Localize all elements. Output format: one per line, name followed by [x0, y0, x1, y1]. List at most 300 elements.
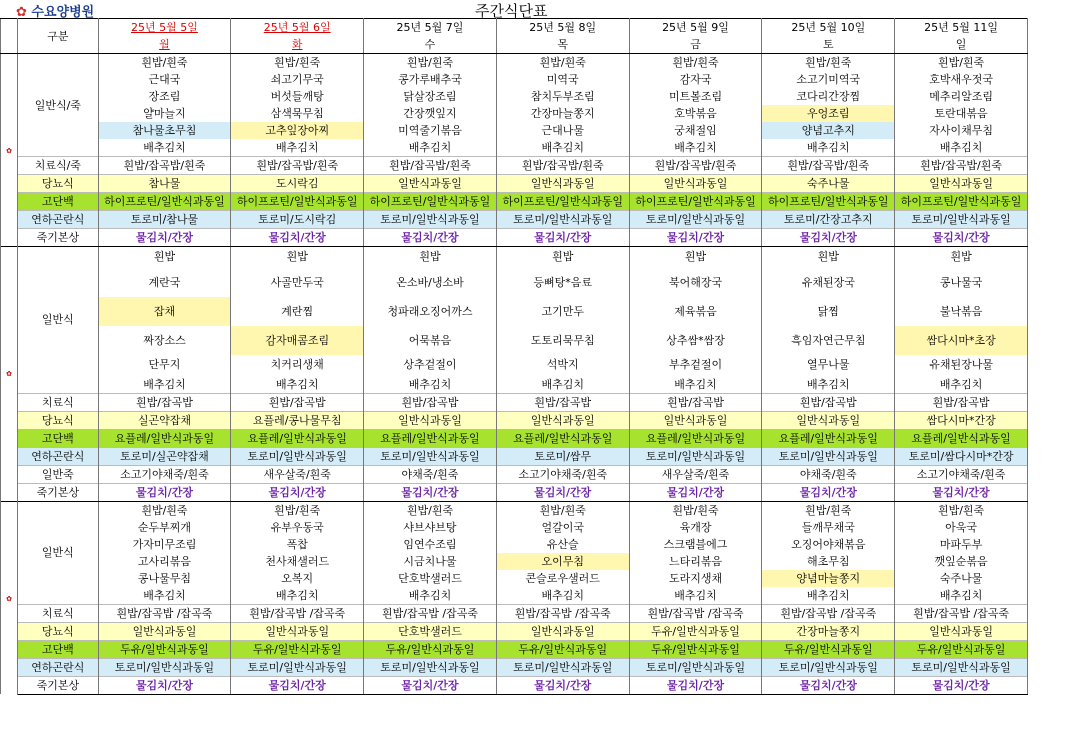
day-of-week: 금: [690, 38, 701, 51]
menu-item: 흰밥/잡곡밥: [895, 393, 1028, 411]
menu-item: 흰밥/잡곡밥: [629, 393, 762, 411]
day-date: 25년 5월 11일: [924, 21, 999, 34]
menu-item: 양념마늘쫑지: [762, 570, 895, 587]
menu-item: 콩나물국: [895, 268, 1028, 297]
menu-item: 토로미/일반식과동일: [364, 447, 497, 465]
breakfast-general-row: [1, 88, 1028, 105]
day-of-week: 월: [159, 38, 170, 51]
menu-item: 물김치/간장: [895, 483, 1028, 501]
menu-item: 유채된장국: [762, 268, 895, 297]
menu-item: 토로미/일반식과동일: [364, 211, 497, 229]
menu-item: 요플레/일반식과동일: [364, 429, 497, 447]
menu-item: 흰밥/잡곡밥/흰죽: [364, 157, 497, 175]
dinner-general-row: [1, 587, 1028, 605]
day-of-week: 화: [291, 38, 303, 51]
dinner-base-row: [1, 676, 1028, 694]
menu-item: 참치두부조림: [496, 88, 629, 105]
menu-item: 간장마늘쫑지: [762, 622, 895, 640]
day-of-week: 수: [424, 38, 436, 51]
menu-item: 흰밥/잡곡밥/흰죽: [98, 157, 231, 175]
menu-item: 일반식과동일: [629, 175, 762, 193]
header-row: [1, 19, 1028, 54]
menu-item: 계란국: [98, 268, 231, 297]
lunch-general-label: 일반식: [18, 247, 98, 394]
menu-item: 고사리볶음: [98, 553, 231, 570]
dinner-general-row: [1, 519, 1028, 536]
menu-item: 배추김치: [231, 587, 364, 605]
menu-item: 흰밥/흰죽: [762, 501, 895, 519]
dinner-therapy-label: 치료식: [18, 604, 98, 622]
dinner-therapy-row: [1, 604, 1028, 622]
menu-item: 요플레/일반식과동일: [98, 429, 231, 447]
menu-item: 배추김치: [231, 376, 364, 394]
lunch-soft-row: [1, 447, 1028, 465]
menu-item: 배추김치: [364, 376, 497, 394]
menu-item: 새우살죽/흰죽: [629, 465, 762, 483]
day-header: [762, 19, 895, 54]
menu-item: 배추김치: [364, 139, 497, 157]
menu-item: 요플레/일반식과동일: [231, 429, 364, 447]
lunch-general-row: [1, 297, 1028, 326]
menu-item: 배추김치: [762, 376, 895, 394]
lunch-protein-label: 고단백: [18, 429, 98, 447]
menu-item: 흰밥/잡곡밥: [231, 393, 364, 411]
lunch-general-row: [1, 355, 1028, 376]
menu-item: 두유/일반식과동일: [496, 640, 629, 658]
menu-item: 물김치/간장: [98, 676, 231, 694]
menu-item: 짜장소스: [98, 326, 231, 355]
menu-item: 닭찜: [762, 297, 895, 326]
menu-item: 어묵볶음: [364, 326, 497, 355]
day-of-week: 일: [955, 38, 967, 51]
menu-item: 청파래오징어까스: [364, 297, 497, 326]
dinner-general-row: [1, 536, 1028, 553]
lunch-base-label: 죽기본상: [18, 483, 98, 501]
dinner-meal-label: [1, 501, 18, 694]
menu-item: 잡채: [98, 297, 231, 326]
menu-item: 자사이채무침: [895, 122, 1028, 139]
menu-item: 흰밥/잡곡밥 /잡곡죽: [364, 604, 497, 622]
menu-item: 흰밥/잡곡밥: [496, 393, 629, 411]
breakfast-therapy-row: [1, 157, 1028, 175]
dinner-diabetic-label: 당뇨식: [18, 622, 98, 640]
menu-item: 참나물: [98, 175, 231, 193]
menu-item: 스크램블에그: [629, 536, 762, 553]
menu-item: 토로미/일반식과동일: [762, 447, 895, 465]
menu-item: 하이프로틴/일반식과동일: [496, 193, 629, 211]
logo-mark-icon: ✿: [16, 5, 32, 20]
menu-item: 도라지생채: [629, 570, 762, 587]
menu-item: 두유/일반식과동일: [98, 640, 231, 658]
menu-item: 실곤약잡채: [98, 411, 231, 429]
menu-item: 일반식과동일: [496, 411, 629, 429]
hospital-name: 수요양병원: [31, 5, 95, 20]
menu-item: 배추김치: [629, 376, 762, 394]
menu-item: 물김치/간장: [496, 483, 629, 501]
menu-item: 일반식과동일: [629, 411, 762, 429]
menu-item: 흰밥/잡곡밥: [762, 393, 895, 411]
menu-item: 호박새우젓국: [895, 71, 1028, 88]
lunch-diabetic-row: [1, 411, 1028, 429]
menu-item: 야채죽/흰죽: [364, 465, 497, 483]
menu-item: 우엉조림: [762, 105, 895, 122]
menu-item: 도시락김: [231, 175, 364, 193]
menu-item: 유부우동국: [231, 519, 364, 536]
menu-item: 토로미/일반식과동일: [629, 447, 762, 465]
menu-item: 임연수조림: [364, 536, 497, 553]
breakfast-general-row: [1, 122, 1028, 139]
day-of-week: 목: [557, 38, 569, 51]
breakfast-protein-row: [1, 193, 1028, 211]
menu-item: 온소바/냉소바: [364, 268, 497, 297]
menu-item: 쌈다시마*초장: [895, 326, 1028, 355]
menu-item: 등뼈탕*음료: [496, 268, 629, 297]
dinner-protein-label: 고단백: [18, 640, 98, 658]
dinner-general-row: [1, 553, 1028, 570]
day-date: 25년 5월 9일: [662, 21, 729, 34]
menu-item: 물김치/간장: [364, 229, 497, 247]
menu-item: 흰밥/흰죽: [98, 54, 231, 72]
menu-item: 감자국: [629, 71, 762, 88]
page-title: 주간식단표: [475, 2, 548, 20]
menu-item: 물김치/간장: [629, 483, 762, 501]
day-header: [895, 19, 1028, 54]
menu-item: 배추김치: [231, 139, 364, 157]
menu-item: 일반식과동일: [364, 175, 497, 193]
menu-item: 치커리생채: [231, 355, 364, 376]
menu-item: 두유/일반식과동일: [231, 640, 364, 658]
menu-item: 배추김치: [98, 376, 231, 394]
menu-item: 배추김치: [895, 376, 1028, 394]
breakfast-therapy-label: 치료식/죽: [18, 157, 98, 175]
menu-item: 쌈다시마*간장: [895, 411, 1028, 429]
menu-item: 토로미/일반식과동일: [762, 658, 895, 676]
breakfast-base-label: 죽기본상: [18, 229, 98, 247]
menu-item: 토란대볶음: [895, 105, 1028, 122]
day-date: 25년 5월 5일: [131, 21, 198, 34]
meal-marker-icon: ✿: [6, 146, 12, 155]
lunch-base-row: [1, 483, 1028, 501]
menu-item: 두유/일반식과동일: [364, 640, 497, 658]
menu-item: 얼갈이국: [496, 519, 629, 536]
menu-item: 흰밥/흰죽: [364, 501, 497, 519]
dinner-base-label: 죽기본상: [18, 676, 98, 694]
menu-item: 폭찹: [231, 536, 364, 553]
menu-item: 느타리볶음: [629, 553, 762, 570]
lunch-general-row: [1, 326, 1028, 355]
corner-label: 구분: [18, 19, 98, 54]
menu-item: 콘슬로우샐러드: [496, 570, 629, 587]
menu-item: 근대국: [98, 71, 231, 88]
menu-item: 흰밥/잡곡밥 /잡곡죽: [895, 604, 1028, 622]
menu-item: 호박볶음: [629, 105, 762, 122]
menu-item: 두유/일반식과동일: [629, 622, 762, 640]
menu-item: 유산슬: [496, 536, 629, 553]
menu-item: 흰밥: [496, 247, 629, 268]
menu-item: 버섯들깨탕: [231, 88, 364, 105]
menu-item: 흰밥/흰죽: [629, 501, 762, 519]
menu-item: 하이프로틴/일반식과동일: [762, 193, 895, 211]
breakfast-general-label: 일반식/죽: [18, 54, 98, 157]
lunch-porridge-label: 일반죽: [18, 465, 98, 483]
menu-item: 깻잎순볶음: [895, 553, 1028, 570]
menu-item: 토로미/일반식과동일: [364, 658, 497, 676]
dinner-general-label: 일반식: [18, 501, 98, 604]
menu-item: 흰밥/잡곡밥: [364, 393, 497, 411]
breakfast-general-row: [1, 71, 1028, 88]
menu-item: 흰밥/흰죽: [364, 54, 497, 72]
menu-item: 흰밥/흰죽: [98, 501, 231, 519]
menu-item: 하이프로틴/일반식과동일: [629, 193, 762, 211]
menu-item: 단호박샐러드: [364, 570, 497, 587]
lunch-protein-row: [1, 429, 1028, 447]
menu-item: 미역국: [496, 71, 629, 88]
breakfast-general-row: [1, 105, 1028, 122]
menu-item: 물김치/간장: [895, 229, 1028, 247]
lunch-general-row: [1, 376, 1028, 394]
menu-item: 하이프로틴/일반식과동일: [231, 193, 364, 211]
menu-item: 배추김치: [629, 139, 762, 157]
lunch-diabetic-label: 당뇨식: [18, 411, 98, 429]
menu-item: 흰밥/잡곡밥/흰죽: [496, 157, 629, 175]
menu-item: 흰밥/잡곡밥 /잡곡죽: [231, 604, 364, 622]
menu-item: 새우살죽/흰죽: [231, 465, 364, 483]
menu-item: 도토리묵무침: [496, 326, 629, 355]
menu-item: 요플레/일반식과동일: [895, 429, 1028, 447]
dinner-protein-row: [1, 640, 1028, 658]
menu-item: 두유/일반식과동일: [629, 640, 762, 658]
menu-item: 요플레/콩나물무침: [231, 411, 364, 429]
menu-item: 해초무침: [762, 553, 895, 570]
dinner-general-row: [1, 570, 1028, 587]
day-date: 25년 5월 7일: [396, 21, 464, 34]
menu-item: 토로미/일반식과동일: [98, 658, 231, 676]
menu-item: 배추김치: [895, 587, 1028, 605]
breakfast-meal-label: [1, 54, 18, 247]
menu-item: 하이프로틴/일반식과동일: [364, 193, 497, 211]
menu-item: 계란찜: [231, 297, 364, 326]
menu-item: 고추잎장아찌: [231, 122, 364, 139]
menu-item: 고기만두: [496, 297, 629, 326]
menu-item: 부추겉절이: [629, 355, 762, 376]
menu-item: 소고기야채죽/흰죽: [98, 465, 231, 483]
menu-item: 물김치/간장: [762, 229, 895, 247]
menu-item: 토로미/일반식과동일: [895, 211, 1028, 229]
menu-item: 소고기야채죽/흰죽: [496, 465, 629, 483]
day-header: [496, 19, 629, 54]
menu-item: 일반식과동일: [98, 622, 231, 640]
menu-item: 궁채절임: [629, 122, 762, 139]
menu-item: 제육볶음: [629, 297, 762, 326]
menu-item: 양념고추지: [762, 122, 895, 139]
menu-item: 오복지: [231, 570, 364, 587]
menu-item: 토로미/일반식과동일: [496, 658, 629, 676]
menu-item: 물김치/간장: [364, 676, 497, 694]
menu-item: 쇠고기무국: [231, 71, 364, 88]
menu-item: 상추쌈*쌈장: [629, 326, 762, 355]
menu-item: 토로미/일반식과동일: [629, 658, 762, 676]
menu-item: 석박지: [496, 355, 629, 376]
lunch-therapy-row: [1, 393, 1028, 411]
menu-item: 배추김치: [762, 139, 895, 157]
menu-item: 감자매콤조림: [231, 326, 364, 355]
menu-item: 코다리간장찜: [762, 88, 895, 105]
menu-item: 흰밥: [629, 247, 762, 268]
menu-item: 흰밥/잡곡밥/흰죽: [629, 157, 762, 175]
breakfast-diabetic-row: [1, 175, 1028, 193]
menu-item: 흰밥/잡곡밥 /잡곡죽: [629, 604, 762, 622]
menu-item: 일반식과동일: [364, 411, 497, 429]
menu-item: 하이프로틴/일반식과동일: [98, 193, 231, 211]
menu-item: 물김치/간장: [231, 229, 364, 247]
menu-item: 근대나물: [496, 122, 629, 139]
menu-item: 토로미/도시락김: [231, 211, 364, 229]
menu-item: 흰밥/흰죽: [231, 54, 364, 72]
lunch-porridge-row: [1, 465, 1028, 483]
menu-item: 배추김치: [496, 587, 629, 605]
menu-item: 숙주나물: [762, 175, 895, 193]
menu-item: 미트볼조림: [629, 88, 762, 105]
menu-item: 배추김치: [629, 587, 762, 605]
breakfast-diabetic-label: 당뇨식: [18, 175, 98, 193]
menu-item: 배추김치: [364, 587, 497, 605]
menu-item: 토로미/일반식과동일: [895, 658, 1028, 676]
menu-item: 일반식과동일: [762, 411, 895, 429]
dinner-diabetic-row: [1, 622, 1028, 640]
menu-item: 흰밥: [231, 247, 364, 268]
day-date: 25년 5월 10일: [791, 21, 866, 34]
dinner-soft-row: [1, 658, 1028, 676]
menu-item: 일반식과동일: [895, 622, 1028, 640]
breakfast-soft-row: [1, 211, 1028, 229]
menu-item: 토로미/간장고추지: [762, 211, 895, 229]
menu-item: 배추김치: [762, 587, 895, 605]
menu-item: 흰밥/잡곡밥/흰죽: [895, 157, 1028, 175]
day-header: [231, 19, 364, 54]
menu-item: 천사채샐러드: [231, 553, 364, 570]
menu-item: 오이무침: [496, 553, 629, 570]
lunch-meal-label: [1, 247, 18, 502]
menu-item: 상추겉절이: [364, 355, 497, 376]
menu-item: 일반식과동일: [496, 622, 629, 640]
menu-item: 물김치/간장: [496, 229, 629, 247]
menu-item: 야채죽/흰죽: [762, 465, 895, 483]
menu-item: 사골만두국: [231, 268, 364, 297]
menu-item: 토로미/참나물: [98, 211, 231, 229]
lunch-therapy-label: 치료식: [18, 393, 98, 411]
menu-item: 간장마늘쫑지: [496, 105, 629, 122]
menu-item: 흰밥/잡곡밥: [98, 393, 231, 411]
menu-item: 들깨무채국: [762, 519, 895, 536]
meal-marker-icon: ✿: [6, 370, 12, 379]
menu-item: 콩가루배추국: [364, 71, 497, 88]
menu-item: 샤브샤브탕: [364, 519, 497, 536]
menu-item: 토로미/일반식과동일: [231, 447, 364, 465]
menu-item: 일반식과동일: [496, 175, 629, 193]
menu-item: 육개장: [629, 519, 762, 536]
menu-item: 물김치/간장: [762, 483, 895, 501]
menu-item: 콩나물무침: [98, 570, 231, 587]
menu-item: 흰밥/잡곡밥 /잡곡죽: [496, 604, 629, 622]
menu-item: 흰밥/흰죽: [895, 501, 1028, 519]
meal-col-header: [1, 19, 18, 54]
menu-item: 토로미/쌈무: [496, 447, 629, 465]
menu-item: 흰밥/잡곡밥/흰죽: [231, 157, 364, 175]
menu-item: 숙주나물: [895, 570, 1028, 587]
page-header: [0, 0, 1070, 20]
menu-item: 흰밥/흰죽: [231, 501, 364, 519]
day-of-week: 토: [822, 38, 834, 51]
menu-item: 흰밥/흰죽: [762, 54, 895, 72]
day-date: 25년 5월 6일: [263, 21, 331, 34]
breakfast-general-row: [1, 139, 1028, 157]
day-date: 25년 5월 8일: [529, 21, 597, 34]
menu-item: 일반식과동일: [231, 622, 364, 640]
menu-item: 열무나물: [762, 355, 895, 376]
menu-item: 물김치/간장: [231, 676, 364, 694]
dinner-soft-label: 연하곤란식: [18, 658, 98, 676]
menu-item: 물김치/간장: [895, 676, 1028, 694]
lunch-soft-label: 연하곤란식: [18, 447, 98, 465]
menu-item: 물김치/간장: [98, 483, 231, 501]
breakfast-soft-label: 연하곤란식: [18, 211, 98, 229]
menu-item: 흰밥/잡곡밥 /잡곡죽: [762, 604, 895, 622]
menu-item: 요플레/일반식과동일: [629, 429, 762, 447]
menu-item: 참나물초무침: [98, 122, 231, 139]
menu-item: 삼색묵무침: [231, 105, 364, 122]
menu-item: 가자미무조림: [98, 536, 231, 553]
menu-item: 토로미/일반식과동일: [496, 211, 629, 229]
menu-item: 요플레/일반식과동일: [762, 429, 895, 447]
dinner-general-row: [1, 501, 1028, 519]
lunch-general-row: [1, 247, 1028, 268]
day-header: [364, 19, 497, 54]
menu-item: 장조림: [98, 88, 231, 105]
menu-item: 소고기미역국: [762, 71, 895, 88]
menu-item: 소고기야채죽/흰죽: [895, 465, 1028, 483]
lunch-general-row: [1, 268, 1028, 297]
breakfast-protein-label: 고단백: [18, 193, 98, 211]
day-header: [629, 19, 762, 54]
menu-item: 배추김치: [496, 139, 629, 157]
menu-item: 배추김치: [496, 376, 629, 394]
menu-item: 단호박샐러드: [364, 622, 497, 640]
menu-item: 간장깻잎지: [364, 105, 497, 122]
weekly-menu-table: [0, 18, 1028, 695]
menu-item: 배추김치: [895, 139, 1028, 157]
menu-item: 토로미/일반식과동일: [231, 658, 364, 676]
menu-item: 물김치/간장: [364, 483, 497, 501]
menu-item: 일반식과동일: [895, 175, 1028, 193]
menu-item: 물김치/간장: [496, 676, 629, 694]
menu-item: 단무지: [98, 355, 231, 376]
menu-item: 물김치/간장: [629, 676, 762, 694]
menu-item: 흰밥/잡곡밥/흰죽: [762, 157, 895, 175]
menu-item: 요플레/일반식과동일: [496, 429, 629, 447]
breakfast-general-row: [1, 54, 1028, 72]
menu-item: 마파두부: [895, 536, 1028, 553]
menu-item: 흰밥/흰죽: [895, 54, 1028, 72]
menu-item: 하이프로틴/일반식과동일: [895, 193, 1028, 211]
menu-item: 순두부찌개: [98, 519, 231, 536]
menu-item: 흑임자연근무침: [762, 326, 895, 355]
menu-item: 불낙볶음: [895, 297, 1028, 326]
meal-marker-icon: ✿: [6, 594, 12, 603]
menu-item: 시금치나물: [364, 553, 497, 570]
menu-item: 얄마늘지: [98, 105, 231, 122]
breakfast-base-row: [1, 229, 1028, 247]
day-header: [98, 19, 231, 54]
